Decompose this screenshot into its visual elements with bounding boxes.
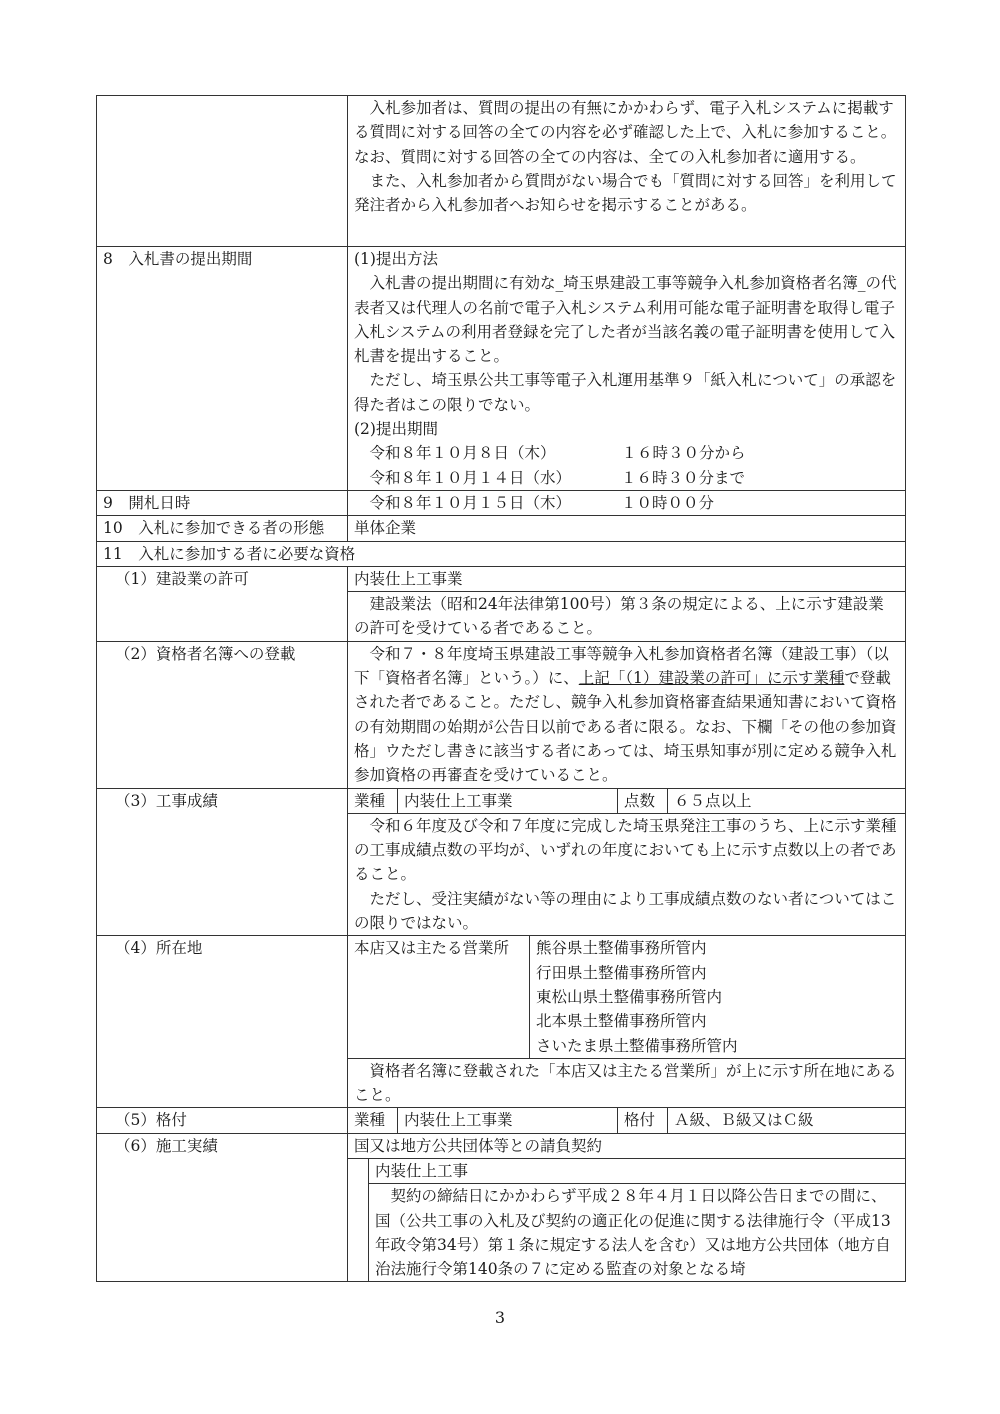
paragraph: 入札参加者は、質問の提出の有無にかかわらず、電子入札システムに掲載する質問に対する回答の全ての内容を必ず確認した上で、入札に参加すること。なお、質問に対する回答の全ての内容は、全ての入札参加者に適用する。 — [354, 99, 897, 166]
paragraph: 資格者名簿に登載された「本店又は主たる営業所」が上に示す所在地にあること。 — [354, 1061, 897, 1105]
office-item: 東松山県土整備事務所管内 — [536, 987, 723, 1006]
table-row — [97, 641, 906, 788]
period-start: 令和８年１０月８日（木） １６時３０分から — [369, 444, 746, 463]
paragraph: 入札書の提出期間に有効な_埼玉県建設工事等競争入札参加資格者名簿_の代表者又は代理人の名前で電子入札システム利用可能な電子証明書を取得し電子入札システムの利用者登録を完了した者が当該名義の電子証明書を使用して入札書を提出すること。 — [354, 274, 897, 366]
subheading: (1)提出方法 — [354, 250, 438, 268]
opening-datetime: 令和８年１０月１５日（木） １０時００分 — [369, 493, 715, 512]
document-page — [96, 95, 906, 1282]
row-label: 10 入札に参加できる者の形態 — [97, 516, 348, 541]
subheading: 内装仕上工事 — [369, 1159, 905, 1184]
row-label: （1）建設業の許可 — [97, 566, 348, 641]
subheading: (2)提出期間 — [354, 420, 438, 439]
paragraph: また、入札参加者から質問がない場合でも「質問に対する回答」を利用して発注者から入札参加者へお知らせを掲示することがある。 — [354, 171, 897, 215]
nested-block — [368, 1159, 905, 1281]
notice-table — [96, 95, 906, 1282]
office-item: 熊谷県土整備事務所管内 — [536, 939, 707, 958]
row-value: 国又は地方公共団体等との請負契約 — [348, 1133, 906, 1158]
table-row — [97, 96, 906, 247]
office-item: 行田県土整備事務所管内 — [536, 963, 707, 982]
table-row — [97, 566, 906, 591]
row-label: （2）資格者名簿への登載 — [97, 641, 348, 788]
table-row: （3）工事成績 業種 内装仕上工事業 点数 ６５点以上 — [97, 788, 906, 813]
row-label: 8 入札書の提出期間 — [97, 247, 348, 491]
paragraph: ただし、受注実績がない等の理由により工事成績点数のない者についてはこの限りではない。 — [354, 889, 897, 933]
row-value: 内装仕上工事業 — [348, 566, 906, 591]
paragraph: 令和７・８年度埼玉県建設工事等競争入札参加資格者名簿（建設工事）（以下「資格者名簿」という。）に、上記「（1）建設業の許可」に示す業種で登載された者であること。ただし、競争入札参加資格審査結果通知書において資格の有効期間の始期が公告日以前である者に限る。なお、下欄「その他の参加資格」ウただし書きに該当する者にあっては、埼玉県知事が別に定める競争入札参加資格の再審査を受けていること。 — [354, 644, 897, 785]
row-value: 単体企業 — [348, 516, 906, 541]
office-item: さいたま県土整備事務所管内 — [536, 1036, 738, 1055]
row-label: （3）工事成績 — [97, 788, 348, 936]
table-row: （5）格付 業種 内装仕上工事業 格付 Ａ級、Ｂ級又はＣ級 — [97, 1108, 906, 1133]
table-row: （4）所在地 本店又は主たる営業所 熊谷県土整備事務所管内 行田県土整備事務所管内 東松山県土整備事務所管内 北本県土整備事務所管内 さいたま県土整備事務所管内 — [97, 936, 906, 1058]
section-heading: 11 入札に参加する者に必要な資格 — [97, 541, 906, 566]
paragraph: 契約の締結日にかかわらず平成２８年４月１日以降公告日までの間に、国（公共工事の入札及び契約の適正化の促進に関する法律施行令（平成13年政令第34号）第１条に規定する法人を含む）又は地方公共団体（地方自治法施行令第140条の７に定める監査の対象となる埼 — [375, 1187, 891, 1279]
table-row — [97, 541, 906, 566]
table-row — [97, 490, 906, 515]
row-label: （4）所在地 — [97, 936, 348, 1108]
table-row — [97, 247, 906, 491]
office-item: 北本県土整備事務所管内 — [536, 1012, 707, 1031]
paragraph: ただし、埼玉県公共工事等電子入札運用基準９「紙入札について」の承認を得た者はこの限りでない。 — [354, 371, 897, 414]
row-label: 9 開札日時 — [97, 490, 348, 515]
paragraph: 建設業法（昭和24年法律第100号）第３条の規定による、上に示す建設業の許可を受けている者であること。 — [354, 595, 884, 638]
paragraph: 令和６年度及び令和７年度に完成した埼玉県発注工事のうち、上に示す業種の工事成績点数の平均が、いずれの年度においても上に示す点数以上の者であること。 — [354, 816, 897, 884]
page-number: 3 — [494, 1308, 506, 1327]
table-row — [97, 1133, 906, 1158]
table-row — [97, 516, 906, 541]
row-label: （5）格付 — [97, 1108, 348, 1133]
row-label: （6）施工実績 — [97, 1133, 348, 1282]
period-end: 令和８年１０月１４日（水） １６時３０分まで — [369, 468, 746, 487]
